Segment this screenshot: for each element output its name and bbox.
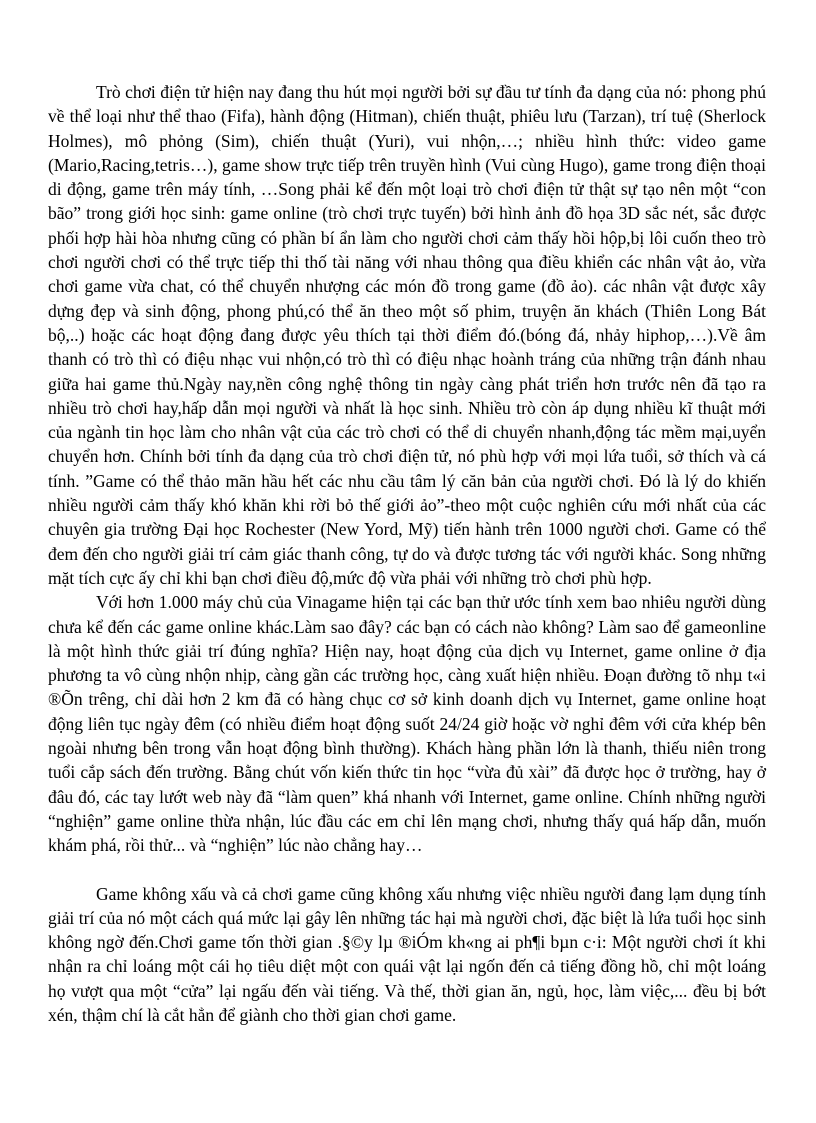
paragraph-spacer — [48, 858, 766, 882]
paragraph-game-harms: Game không xấu và cả chơi game cũng không xấu nhưng việc nhiều người đang lạm dụng tính giải trí của nó một cách quá mức lại gây lên những tác hại mà người chơi, đặc biệt là lứa tuổi học sinh không ngờ đến.Chơi game tốn thời gian .§©y lµ ®iÓm kh«ng ai ph¶i bµn c·i: Một người chơi ít khi nhận ra chỉ loáng một cái họ tiêu diệt một con quái vật lại ngốn đến cả tiếng đồng hồ, chỉ một loáng họ vượt qua một “cửa” lại ngấu đến vài tiếng. Và thế, thời gian ăn, ngủ, học, làm việc,... đều bị bớt xén, thậm chí là cắt hẳn để giành cho thời gian chơi game. — [48, 883, 766, 1025]
paragraph-online-games-intro: Trò chơi điện tử hiện nay đang thu hút mọi người bởi sự đầu tư tính đa dạng của nó: phong phú về thể loại như thể thao (Fifa), hành động (Hitman), chiến thuật, phiêu lưu (Tarzan), trí tuệ (Sherlock Holmes), mô phỏng (Sim), chiến thuật (Yuri), vui nhộn,…; nhiều hình thức: video game (Mario,Racing,tetris…), game show trực tiếp trên truyền hình (Vui cùng Hugo), game trong điện thoại di động, game trên máy tính, …Song phải kể đến một loại trò chơi điện tử thật sự tạo nên một “con bão” trong giới học sinh: game online (trò chơi trực tuyến) bởi hình ảnh đồ họa 3D sắc nét, sắc được phối hợp hài hòa nhưng cũng có phần bí ẩn làm cho người chơi cảm thấy hồi hộp,bị lôi cuốn theo trò chơi người chơi có thể trực tiếp thi thố tài năng với nhau thông qua điều khiển các nhân vật ảo, vừa chơi game vừa chat, có thể chuyển nhượng các món đồ trong game (đồ ảo). các nhân vật được xây dựng đẹp và sinh động, phong phú,có thể ăn theo một số phim, truyện ăn khách (Thiên Long Bát bộ,..) hoặc các hoạt động đang được yêu thích tại thời điểm đó.(bóng đá, nhảy hiphop,…).Về âm thanh có trò thì có điệu nhạc vui nhộn,có trò thì có điệu nhạc hoành tráng của những trận đánh nhau giữa hai game thủ.Ngày nay,nền công nghệ thông tin ngày càng phát triển hơn trước nên đã tạo ra nhiều trò chơi hay,hấp dẫn mọi người và nhất là học sinh. Nhiều trò còn áp dụng nhiều kĩ thuật mới của ngành tin học làm cho nhân vật của các trò chơi có thể di chuyển nhanh,động tác mềm mại,uyển chuyển hơn. Chính bởi tính đa dạng của trò chơi điện tử, nó phù hợp với mọi lứa tuổi, sở thích và cá tính. ”Game có thể thảo mãn hầu hết các nhu cầu tâm lý căn bản của người chơi. Đó là lý do khiến nhiều người cảm thấy khó khăn khi rời bỏ thế giới ảo”-theo một cuộc nghiên cứu mới nhất của các chuyên gia trường Đại học Rochester (New Yord, Mỹ) tiến hành trên 1000 người chơi. Game có thể đem đến cho người giải trí cảm giác thanh công, tự do và được tương tác với người khác. Song những mặt tích cực ấy chỉ khi bạn chơi điều độ,mức độ vừa phải với những trò chơi phù hợp. — [48, 82, 766, 588]
paragraph-vinagame-internet: Với hơn 1.000 máy chủ của Vinagame hiện tại các bạn thử ước tính xem bao nhiêu người dùng chưa kể đến các game online khác.Làm sao đây? các bạn có cách nào không? Làm sao để gameonline là một hình thức giải trí đúng nghĩa? Hiện nay, hoạt động của dịch vụ Internet, game online ở địa phương ta vô cùng nhộn nhịp, càng gần các trường học, càng xuất hiện nhiều. Đoạn đường tõ nhµ t«i ®Õn trêng, chỉ dài hơn 2 km đã có hàng chục cơ sở kinh doanh dịch vụ Internet, game online hoạt động liên tục ngày đêm (có nhiều điểm hoạt động suốt 24/24 giờ hoặc vờ nghỉ đêm với cửa khép bên ngoài nhưng bên trong vẫn hoạt động bình thường). Khách hàng phần lớn là thanh, thiếu niên trong tuổi cắp sách đến trường. Bằng chút vốn kiến thức tin học “vừa đủ xài” đã được học ở trường, hay ở đâu đó, các tay lướt web này đã “làm quen” khá nhanh với Internet, game online. Chính những người “nghiện” game online thừa nhận, lúc đầu các em chỉ lên mạng chơi, nhưng thấy quá hấp dẫn, muốn khám phá, rồi thử... và “nghiện” lúc nào chẳng hay… — [48, 592, 766, 856]
document-page — [48, 80, 766, 1027]
